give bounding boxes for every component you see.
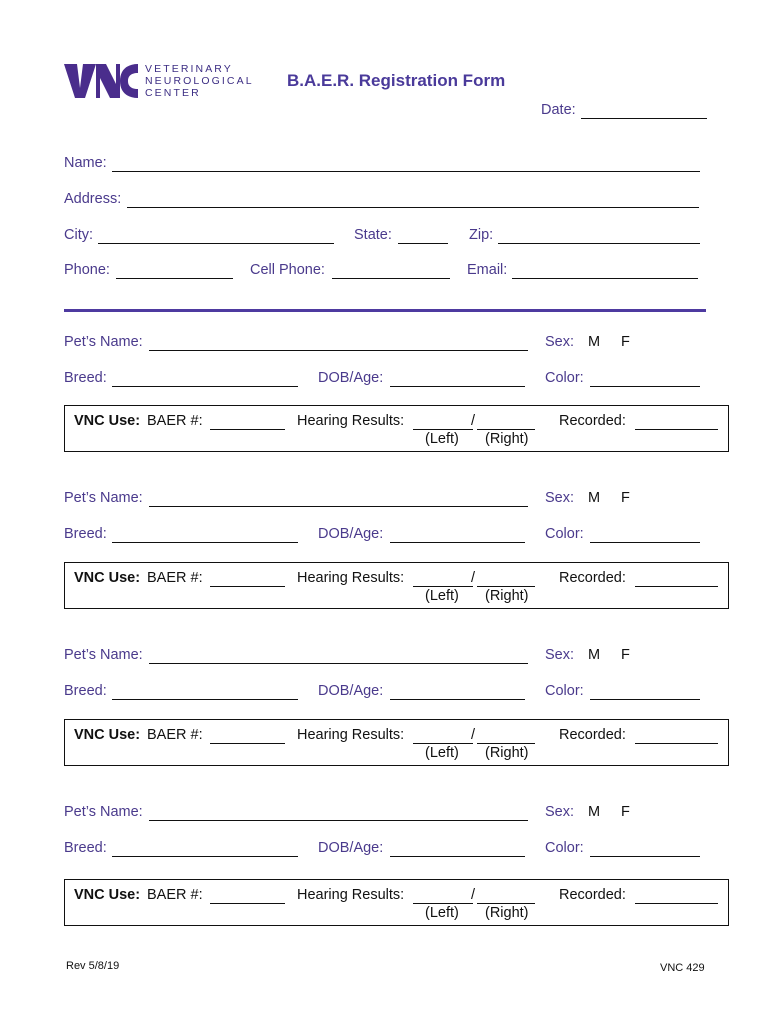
logo-line-2: NEUROLOGICAL bbox=[145, 75, 254, 87]
vnc-use-label: VNC Use: bbox=[74, 887, 141, 903]
left-label: (Left) bbox=[425, 588, 459, 604]
form-code: VNC 429 bbox=[660, 962, 705, 974]
pet-name-field[interactable] bbox=[149, 506, 528, 507]
right-label: (Right) bbox=[485, 588, 529, 604]
recorded-field[interactable] bbox=[635, 586, 718, 587]
recorded-field[interactable] bbox=[635, 429, 718, 430]
hearing-right-field[interactable] bbox=[477, 586, 535, 587]
breed-label: Breed: bbox=[64, 370, 107, 386]
sex-option-m[interactable]: M bbox=[588, 490, 601, 506]
pet-name-label: Pet’s Name: bbox=[64, 647, 143, 663]
dob-age-label: DOB/Age: bbox=[318, 526, 384, 542]
recorded-field[interactable] bbox=[635, 743, 718, 744]
dob-age-label: DOB/Age: bbox=[318, 370, 384, 386]
vnc-logo-mark-icon bbox=[64, 62, 140, 100]
baer-label: BAER #: bbox=[147, 413, 203, 429]
hearing-left-field[interactable] bbox=[413, 743, 473, 744]
left-label: (Left) bbox=[425, 905, 459, 921]
cell-phone-field[interactable] bbox=[332, 278, 450, 279]
baer-number-field[interactable] bbox=[210, 743, 285, 744]
recorded-field[interactable] bbox=[635, 903, 718, 904]
hearing-slash: / bbox=[471, 887, 476, 903]
cell-phone-label: Cell Phone: bbox=[250, 262, 325, 278]
pet-name-label: Pet’s Name: bbox=[64, 490, 143, 506]
hearing-results-label: Hearing Results: bbox=[297, 727, 405, 743]
pet-name-label: Pet’s Name: bbox=[64, 804, 143, 820]
logo-line-3: CENTER bbox=[145, 87, 201, 99]
hearing-results-label: Hearing Results: bbox=[297, 887, 405, 903]
phone-label: Phone: bbox=[64, 262, 110, 278]
date-label: Date: bbox=[541, 102, 576, 118]
recorded-label: Recorded: bbox=[559, 887, 626, 903]
baer-number-field[interactable] bbox=[210, 903, 285, 904]
dob-age-label: DOB/Age: bbox=[318, 683, 384, 699]
vnc-use-label: VNC Use: bbox=[74, 413, 141, 429]
dob-age-field[interactable] bbox=[390, 386, 525, 387]
recorded-label: Recorded: bbox=[559, 570, 626, 586]
hearing-results-label: Hearing Results: bbox=[297, 413, 405, 429]
zip-field[interactable] bbox=[498, 243, 700, 244]
name-label: Name: bbox=[64, 155, 107, 171]
baer-label: BAER #: bbox=[147, 570, 203, 586]
email-label: Email: bbox=[467, 262, 508, 278]
address-field[interactable] bbox=[127, 207, 699, 208]
breed-label: Breed: bbox=[64, 683, 107, 699]
vnc-use-box bbox=[64, 405, 729, 452]
dob-age-field[interactable] bbox=[390, 542, 525, 543]
breed-field[interactable] bbox=[112, 542, 298, 543]
phone-field[interactable] bbox=[116, 278, 233, 279]
breed-field[interactable] bbox=[112, 856, 298, 857]
pet-name-field[interactable] bbox=[149, 663, 528, 664]
breed-label: Breed: bbox=[64, 840, 107, 856]
color-label: Color: bbox=[545, 840, 584, 856]
logo-wordmark bbox=[145, 63, 254, 99]
vnc-use-label: VNC Use: bbox=[74, 727, 141, 743]
baer-number-field[interactable] bbox=[210, 429, 285, 430]
vnc-use-label: VNC Use: bbox=[74, 570, 141, 586]
color-label: Color: bbox=[545, 526, 584, 542]
hearing-results-label: Hearing Results: bbox=[297, 570, 405, 586]
section-divider bbox=[64, 309, 706, 312]
name-field[interactable] bbox=[112, 171, 700, 172]
right-label: (Right) bbox=[485, 431, 529, 447]
color-field[interactable] bbox=[590, 386, 700, 387]
hearing-left-field[interactable] bbox=[413, 429, 473, 430]
recorded-label: Recorded: bbox=[559, 413, 626, 429]
recorded-label: Recorded: bbox=[559, 727, 626, 743]
form-title: B.A.E.R. Registration Form bbox=[287, 71, 506, 90]
color-field[interactable] bbox=[590, 856, 700, 857]
hearing-slash: / bbox=[471, 727, 476, 743]
color-label: Color: bbox=[545, 683, 584, 699]
breed-field[interactable] bbox=[112, 699, 298, 700]
state-label: State: bbox=[354, 227, 392, 243]
vnc-use-box bbox=[64, 719, 729, 766]
email-field[interactable] bbox=[512, 278, 698, 279]
city-field[interactable] bbox=[98, 243, 334, 244]
sex-option-f[interactable]: F bbox=[621, 647, 630, 663]
address-label: Address: bbox=[64, 191, 122, 207]
logo-line-1: VETERINARY bbox=[145, 63, 233, 75]
zip-label: Zip: bbox=[469, 227, 494, 243]
city-label: City: bbox=[64, 227, 93, 243]
sex-label: Sex: bbox=[545, 804, 575, 820]
dob-age-field[interactable] bbox=[390, 856, 525, 857]
hearing-left-field[interactable] bbox=[413, 903, 473, 904]
color-field[interactable] bbox=[590, 699, 700, 700]
hearing-left-field[interactable] bbox=[413, 586, 473, 587]
sex-option-f[interactable]: F bbox=[621, 334, 630, 350]
hearing-slash: / bbox=[471, 413, 476, 429]
dob-age-field[interactable] bbox=[390, 699, 525, 700]
sex-label: Sex: bbox=[545, 334, 575, 350]
left-label: (Left) bbox=[425, 431, 459, 447]
hearing-slash: / bbox=[471, 570, 476, 586]
dob-age-label: DOB/Age: bbox=[318, 840, 384, 856]
color-field[interactable] bbox=[590, 542, 700, 543]
baer-label: BAER #: bbox=[147, 727, 203, 743]
right-label: (Right) bbox=[485, 745, 529, 761]
baer-label: BAER #: bbox=[147, 887, 203, 903]
color-label: Color: bbox=[545, 370, 584, 386]
vnc-use-box bbox=[64, 879, 729, 926]
sex-option-m[interactable]: M bbox=[588, 804, 601, 820]
vnc-use-box bbox=[64, 562, 729, 609]
hearing-right-field[interactable] bbox=[477, 429, 535, 430]
sex-label: Sex: bbox=[545, 647, 575, 663]
sex-option-f[interactable]: F bbox=[621, 804, 630, 820]
pet-name-field[interactable] bbox=[149, 820, 528, 821]
hearing-right-field[interactable] bbox=[477, 743, 535, 744]
left-label: (Left) bbox=[425, 745, 459, 761]
date-field[interactable] bbox=[581, 118, 707, 119]
pet-name-label: Pet’s Name: bbox=[64, 334, 143, 350]
baer-number-field[interactable] bbox=[210, 586, 285, 587]
hearing-right-field[interactable] bbox=[477, 903, 535, 904]
revision-note: Rev 5/8/19 bbox=[66, 960, 120, 972]
sex-option-m[interactable]: M bbox=[588, 647, 601, 663]
sex-option-f[interactable]: F bbox=[621, 490, 630, 506]
right-label: (Right) bbox=[485, 905, 529, 921]
pet-name-field[interactable] bbox=[149, 350, 528, 351]
state-field[interactable] bbox=[398, 243, 448, 244]
sex-label: Sex: bbox=[545, 490, 575, 506]
breed-label: Breed: bbox=[64, 526, 107, 542]
sex-option-m[interactable]: M bbox=[588, 334, 601, 350]
breed-field[interactable] bbox=[112, 386, 298, 387]
vnc-logo bbox=[64, 62, 264, 102]
